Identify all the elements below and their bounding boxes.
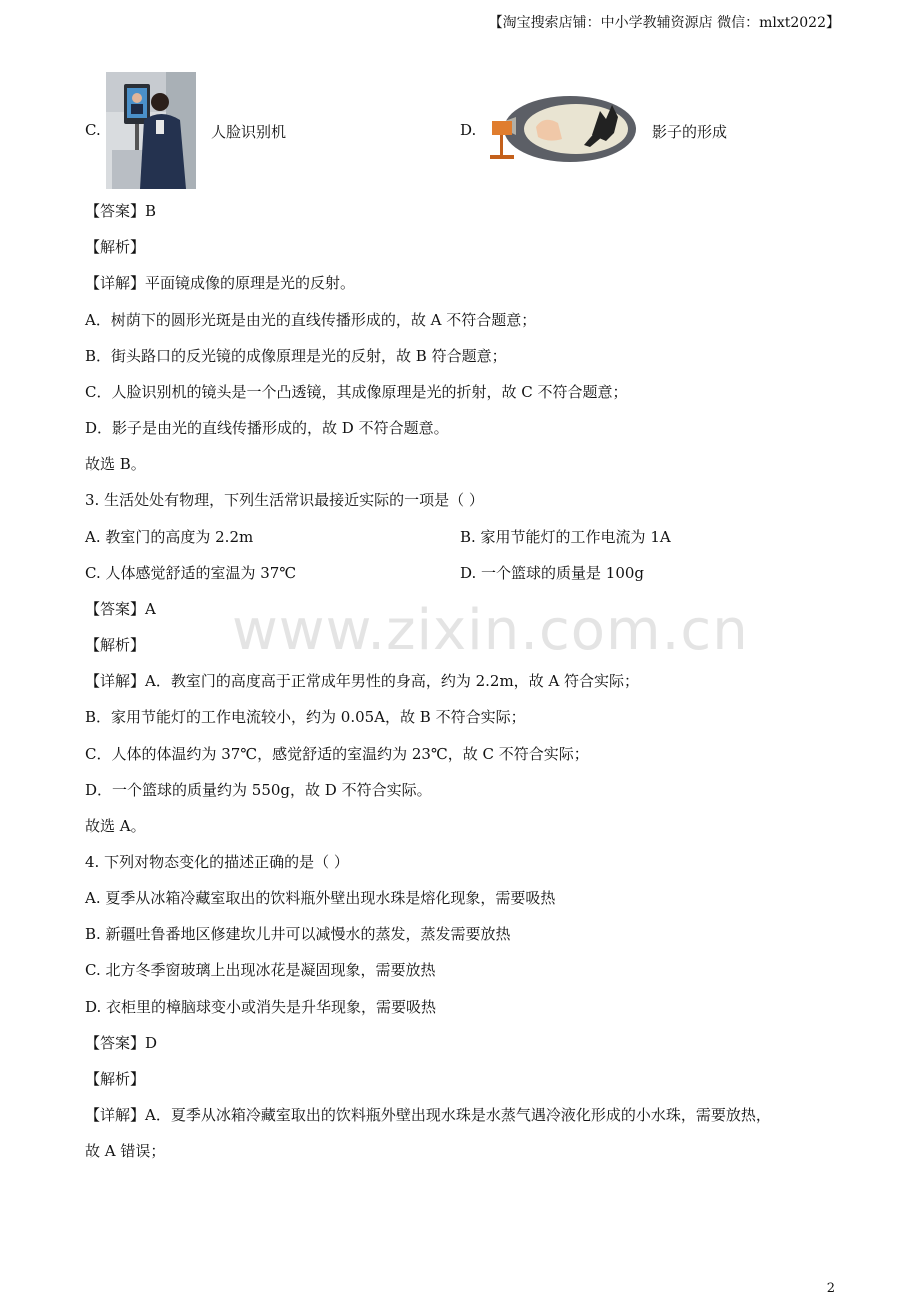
q3-choose: 故选 A。	[85, 817, 146, 835]
q2-line-b: B．街头路口的反光镜的成像原理是光的反射，故 B 符合题意；	[85, 347, 507, 365]
q4-stem: 4. 下列对物态变化的描述正确的是（ ）	[85, 853, 349, 871]
option-d-letter: D.	[460, 121, 477, 139]
q3-option-d: D. 一个篮球的质量是 100g	[460, 564, 645, 582]
q4-option-c: C. 北方冬季窗玻璃上出现冰花是凝固现象，需要放热	[85, 961, 436, 979]
q3-option-b: B. 家用节能灯的工作电流为 1A	[460, 528, 671, 546]
q4-option-b: B. 新疆吐鲁番地区修建坎儿井可以减慢水的蒸发，蒸发需要放热	[85, 925, 511, 943]
q4-option-a: A. 夏季从冰箱冷藏室取出的饮料瓶外壁出现水珠是熔化现象，需要吸热	[85, 889, 556, 907]
watermark: www.zixin.com.cn	[232, 598, 749, 663]
q2-line-c: C．人脸识别机的镜头是一个凸透镜，其成像原理是光的折射，故 C 不符合题意；	[85, 383, 628, 401]
q4-detail-line1: 【详解】A．夏季从冰箱冷藏室取出的饮料瓶外壁出现水珠是水蒸气遇冷液化形成的小水珠，需要放热，	[85, 1106, 771, 1124]
q3-stem: 3. 生活处处有物理，下列生活常识最接近实际的一项是（ ）	[85, 491, 484, 509]
q4-option-d: D. 衣柜里的樟脑球变小或消失是升华现象，需要吸热	[85, 998, 437, 1016]
q2-choose: 故选 B。	[85, 455, 146, 473]
q4-detail-line2: 故 A 错误；	[85, 1142, 166, 1160]
option-c-caption: 人脸识别机	[211, 123, 287, 141]
q3-line-d: D．一个篮球的质量约为 550g，故 D 不符合实际。	[85, 781, 432, 799]
page-number: 2	[826, 1281, 835, 1296]
shadow-formation-image	[488, 95, 636, 163]
header-note: 【淘宝搜索店铺：中小学教辅资源店 微信：mlxt2022】	[488, 15, 840, 31]
q3-line-c: C．人体的体温约为 37℃，感觉舒适的室温约为 23℃，故 C 不符合实际；	[85, 745, 589, 763]
q2-answer: 【答案】B	[85, 202, 157, 220]
option-c-letter: C.	[85, 121, 101, 139]
q3-option-a: A. 教室门的高度为 2.2m	[85, 528, 254, 546]
q3-option-c: C. 人体感觉舒适的室温为 37℃	[85, 564, 297, 582]
q3-line-b: B．家用节能灯的工作电流较小，约为 0.05A，故 B 不符合实际；	[85, 708, 526, 726]
q3-analysis: 【解析】	[85, 636, 146, 654]
q2-detail: 【详解】平面镜成像的原理是光的反射。	[85, 274, 356, 292]
q3-answer: 【答案】A	[85, 600, 156, 618]
q3-line-a: 【详解】A．教室门的高度高于正常成年男性的身高，约为 2.2m，故 A 符合实际；	[85, 672, 640, 690]
q2-analysis: 【解析】	[85, 238, 146, 256]
q4-analysis: 【解析】	[85, 1070, 146, 1088]
option-d-caption: 影子的形成	[652, 123, 728, 141]
q2-line-a: A．树荫下的圆形光斑是由光的直线传播形成的，故 A 不符合题意；	[85, 311, 537, 329]
face-recognition-image	[106, 72, 196, 189]
q4-answer: 【答案】D	[85, 1034, 158, 1052]
q2-line-d: D．影子是由光的直线传播形成的，故 D 不符合题意。	[85, 419, 449, 437]
